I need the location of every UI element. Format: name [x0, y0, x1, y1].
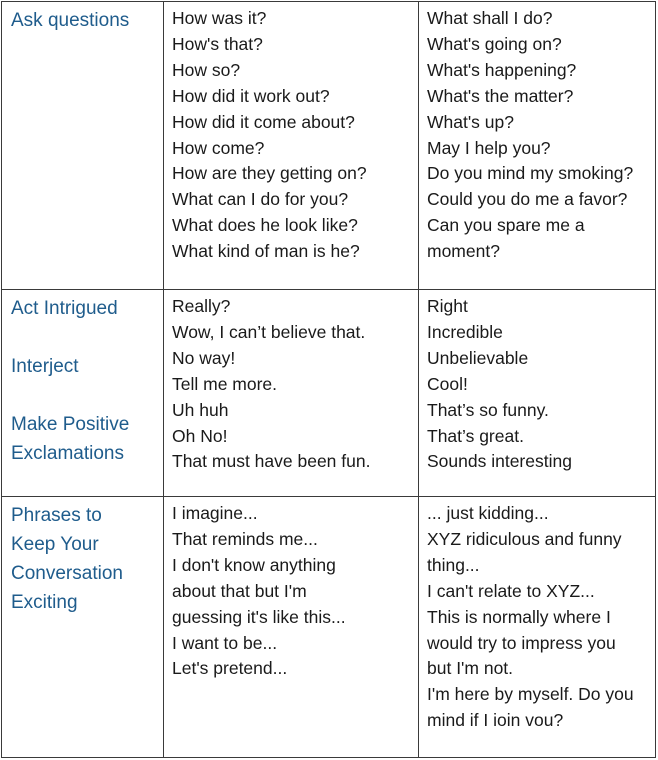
- phrase-item: What's the matter?: [427, 85, 574, 106]
- phrase-item: What kind of man is he?: [172, 241, 360, 262]
- phrase-item: Can you spare me a: [427, 215, 585, 236]
- row-header-label: Make Positive: [11, 414, 130, 435]
- phrase-item: That reminds me...: [172, 528, 318, 549]
- phrase-item: How so?: [172, 59, 241, 80]
- phrase-item: How did it come about?: [172, 111, 355, 132]
- phrase-item: That’s great.: [427, 425, 524, 446]
- phrase-item: What's going on?: [427, 33, 562, 54]
- row-header-label: Exciting: [11, 592, 78, 613]
- row-header-label: Act Intrigued: [11, 298, 118, 319]
- phrase-item: mind if I ioin vou?: [427, 710, 564, 731]
- row-header-cell: [2, 2, 164, 290]
- phrase-item: What's up?: [427, 111, 514, 132]
- row-header-label: Phrases to: [11, 505, 102, 526]
- phrase-item: I imagine...: [172, 503, 258, 523]
- phrase-item: How did it work out?: [172, 85, 330, 106]
- phrase-item: Tell me more.: [172, 373, 278, 394]
- phrases-cell-right: [419, 2, 656, 290]
- phrase-item: moment?: [427, 241, 500, 262]
- phrase-item: guessing it's like this...: [172, 606, 346, 627]
- phrase-item: ... just kidding...: [427, 503, 549, 523]
- phrase-item: No way!: [172, 347, 236, 368]
- phrase-item: How are they getting on?: [172, 163, 367, 184]
- row-header-label: Keep Your: [11, 534, 99, 555]
- phrases-cell-left: [164, 290, 419, 497]
- conversation-phrases-table: [1, 1, 656, 758]
- phrase-item: I want to be...: [172, 632, 278, 653]
- phrase-item: How's that?: [172, 33, 263, 54]
- phrase-item: but I'm not.: [427, 658, 514, 679]
- phrase-item: May I help you?: [427, 137, 551, 158]
- phrase-item: Could you do me a favor?: [427, 189, 628, 210]
- row-header-label: Exclamations: [11, 443, 124, 464]
- phrase-item: I don't know anything: [172, 554, 336, 575]
- phrase-item: Oh No!: [172, 425, 228, 446]
- phrase-item: would try to impress you: [427, 632, 616, 653]
- row-header-label: Interject: [11, 356, 79, 377]
- phrase-item: Incredible: [427, 321, 503, 342]
- phrase-item: What does he look like?: [172, 215, 358, 236]
- row-header-label: Ask questions: [11, 10, 130, 31]
- phrase-item: Do you mind my smoking?: [427, 163, 634, 184]
- table-row-ask-questions: [2, 2, 656, 290]
- phrase-item: What's happening?: [427, 59, 577, 80]
- phrase-item: about that but I'm: [172, 580, 307, 601]
- phrases-cell-right: [419, 290, 656, 497]
- phrases-cell-left: [164, 497, 419, 758]
- phrase-item: Really?: [172, 296, 231, 316]
- phrases-cell-right: [419, 497, 656, 758]
- phrase-item: Wow, I can’t believe that.: [172, 321, 366, 342]
- phrase-item: Right: [427, 296, 468, 316]
- phrase-item: This is normally where I: [427, 606, 611, 627]
- phrase-item: What can I do for you?: [172, 189, 349, 210]
- phrases-cell-left: [164, 2, 419, 290]
- row-header-cell: [2, 290, 164, 497]
- phrase-item: How was it?: [172, 8, 267, 28]
- row-header-cell: [2, 497, 164, 758]
- phrase-item: Sounds interesting: [427, 451, 572, 472]
- phrase-item: How come?: [172, 137, 265, 158]
- phrase-item: Let's pretend...: [172, 658, 288, 679]
- table-row-act-intrigued: [2, 290, 656, 497]
- phrase-item: That’s so funny.: [427, 399, 549, 420]
- phrase-item: I'm here by myself. Do you: [427, 684, 634, 705]
- phrase-item: I can't relate to XYZ...: [427, 580, 595, 601]
- phrase-item: What shall I do?: [427, 8, 553, 28]
- phrase-item: Uh huh: [172, 399, 229, 420]
- table-row-keep-conversation-exciting: [2, 497, 656, 758]
- phrase-item: XYZ ridiculous and funny: [427, 528, 622, 549]
- phrase-item: Unbelievable: [427, 347, 529, 368]
- phrase-item: thing...: [427, 554, 480, 575]
- row-header-label: Conversation: [11, 563, 123, 584]
- phrase-item: Cool!: [427, 373, 468, 394]
- phrase-item: That must have been fun.: [172, 451, 371, 472]
